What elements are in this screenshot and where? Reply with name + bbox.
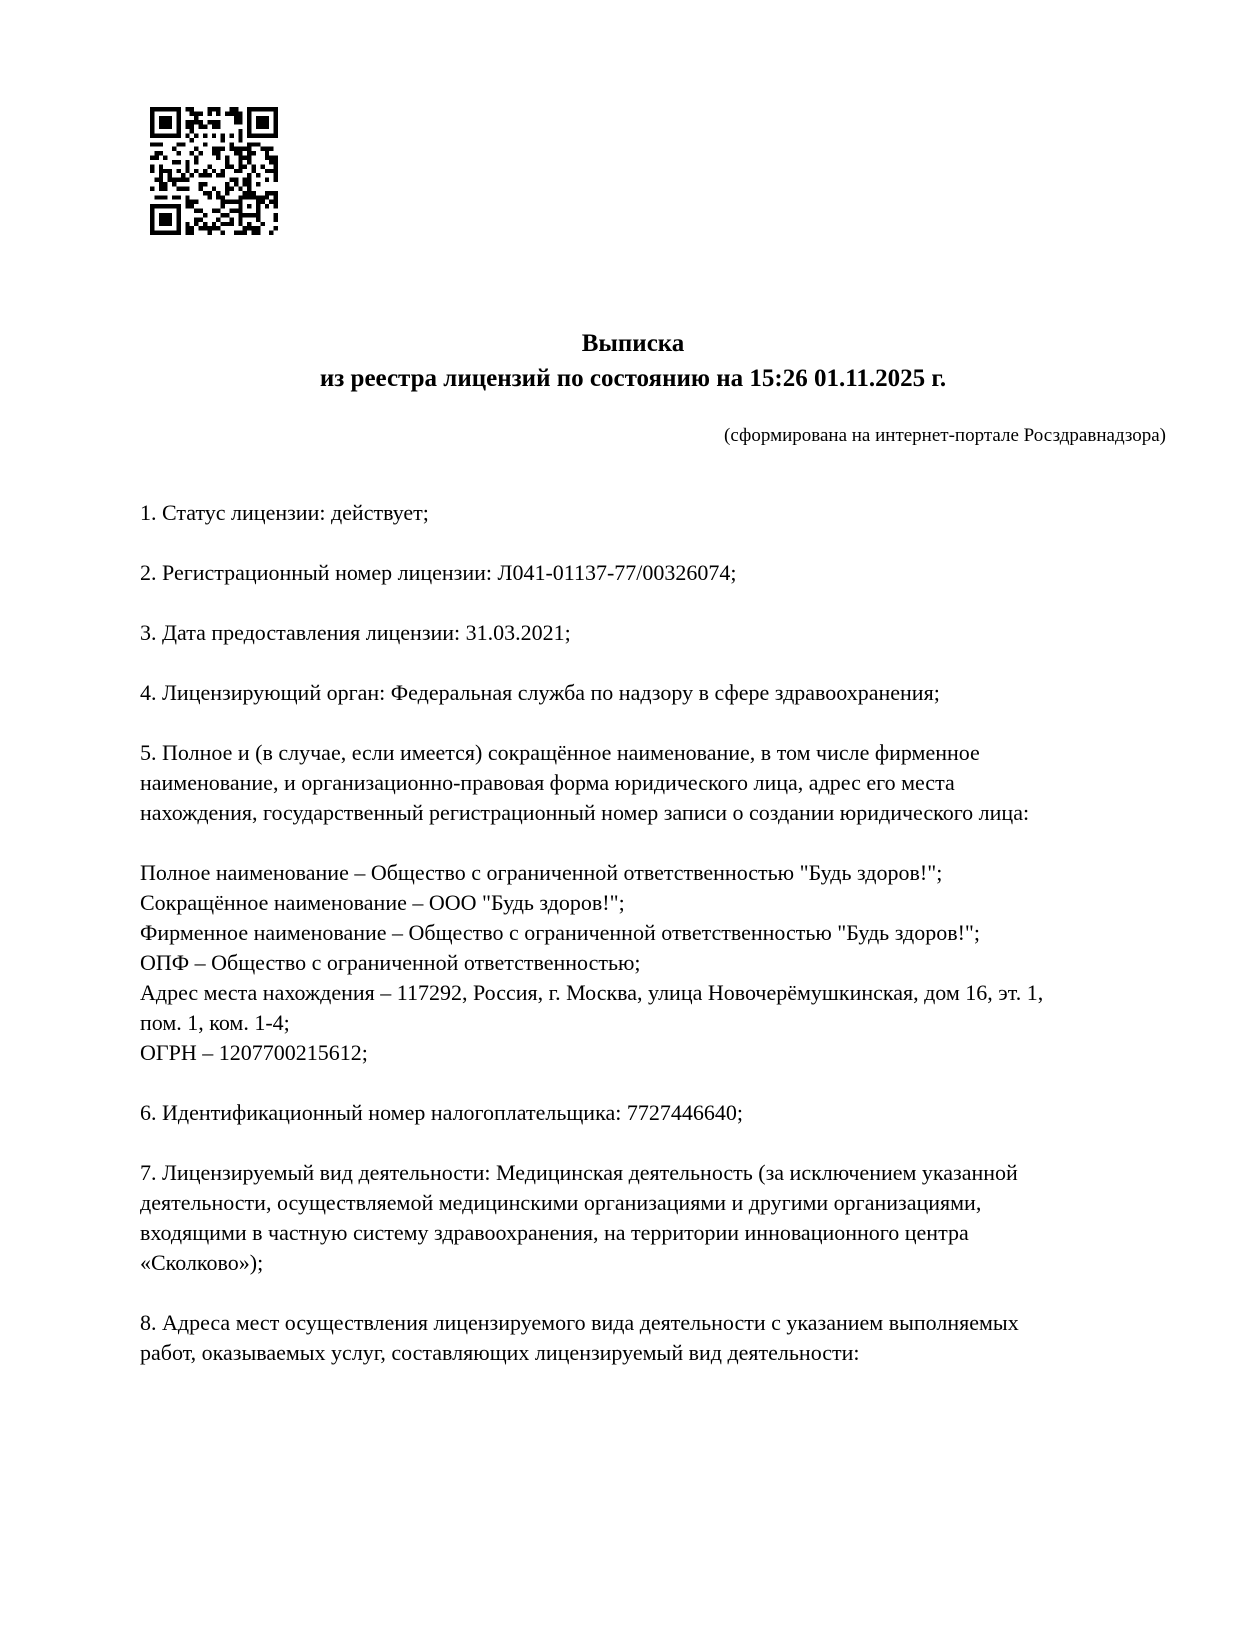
document-title-line1: Выписка bbox=[581, 330, 685, 357]
paragraph bbox=[140, 618, 1166, 648]
paragraph bbox=[140, 858, 1166, 1068]
paragraph-line: Адрес места нахождения – 117292, Россия, г. Москва, улица Новочерёмушкинская, дом 16, эт. 1, bbox=[140, 980, 1044, 1005]
paragraph-line: работ, оказываемых услуг, составляющих лицензируемый вид деятельности: bbox=[140, 1340, 860, 1365]
paragraph-line: входящими в частную систему здравоохранения, на территории инновационного центра bbox=[140, 1220, 969, 1245]
paragraph-line: ОГРН – 1207700215612; bbox=[140, 1040, 368, 1065]
paragraph bbox=[140, 738, 1166, 828]
paragraph bbox=[140, 558, 1166, 588]
document-title-line2: из реестра лицензий по состоянию на 15:26 01.11.2025 г. bbox=[319, 365, 947, 392]
paragraph-line: Фирменное наименование – Общество с ограниченной ответственностью "Будь здоров!"; bbox=[140, 920, 981, 945]
paragraph-line: ОПФ – Общество с ограниченной ответственностью; bbox=[140, 950, 641, 975]
paragraph-line: 4. Лицензирующий орган: Федеральная служба по надзору в сфере здравоохранения; bbox=[140, 680, 940, 705]
paragraph bbox=[140, 1098, 1166, 1128]
paragraph-line: 1. Статус лицензии: действует; bbox=[140, 500, 429, 525]
paragraph-line: деятельности, осуществляемой медицинскими организациями и другими организациями, bbox=[140, 1190, 982, 1215]
paragraph-line: Сокращённое наименование – ООО "Будь здоров!"; bbox=[140, 890, 625, 915]
paragraph-line: «Сколково»); bbox=[140, 1250, 264, 1275]
paragraph bbox=[140, 1158, 1166, 1278]
paragraph bbox=[140, 498, 1166, 528]
paragraph-line: Полное наименование – Общество с ограниченной ответственностью "Будь здоров!"; bbox=[140, 860, 943, 885]
document-body bbox=[140, 498, 1166, 1368]
document-title bbox=[140, 326, 1126, 396]
paragraph bbox=[140, 678, 1166, 708]
paragraph-line: 3. Дата предоставления лицензии: 31.03.2021; bbox=[140, 620, 571, 645]
paragraph-line: пом. 1, ком. 1-4; bbox=[140, 1010, 290, 1035]
paragraph-line: 7. Лицензируемый вид деятельности: Медицинская деятельность (за исключением указанной bbox=[140, 1160, 1018, 1185]
paragraph bbox=[140, 1308, 1166, 1368]
document-content bbox=[140, 0, 1166, 1368]
paragraph-line: 2. Регистрационный номер лицензии: Л041-01137-77/00326074; bbox=[140, 560, 737, 585]
document-subtitle: (сформирована на интернет-портале Росздравнадзора) bbox=[724, 425, 1166, 446]
paragraph-line: наименование, и организационно-правовая форма юридического лица, адрес его места bbox=[140, 770, 955, 795]
paragraph-line: 6. Идентификационный номер налогоплательщика: 7727446640; bbox=[140, 1100, 743, 1125]
paragraph-line: 5. Полное и (в случае, если имеется) сокращённое наименование, в том числе фирменное bbox=[140, 740, 980, 765]
paragraph-line: нахождения, государственный регистрационный номер записи о создании юридического лица: bbox=[140, 800, 1030, 825]
paragraph-line: 8. Адреса мест осуществления лицензируемого вида деятельности с указанием выполняемых bbox=[140, 1310, 1019, 1335]
